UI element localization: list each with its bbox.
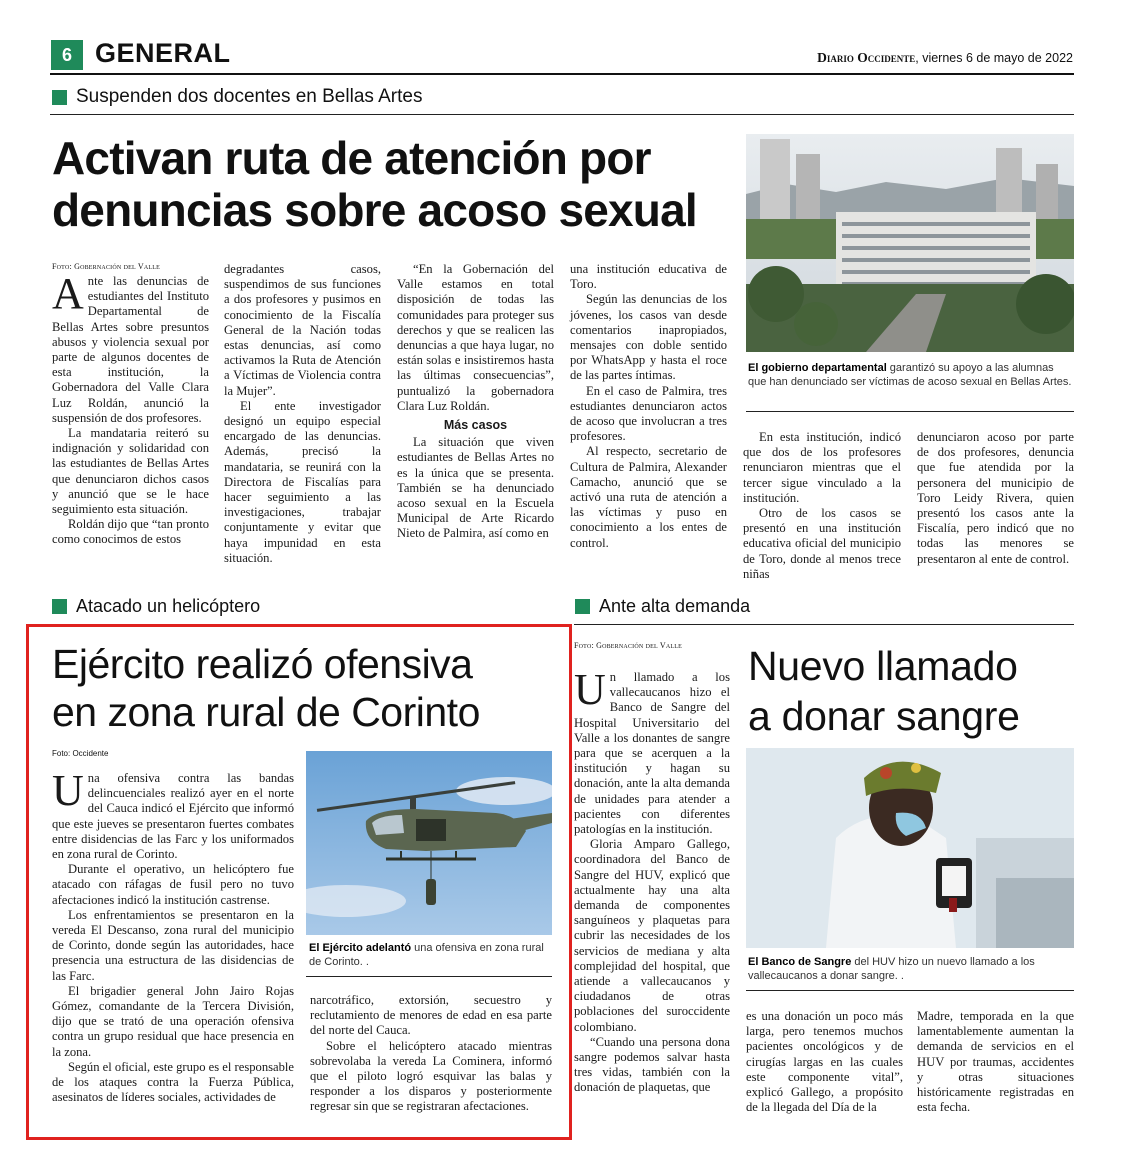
article3-kicker <box>575 596 750 617</box>
article2-photo-caption <box>309 941 553 969</box>
article1-col1-p1: nte las denuncias de estudiantes del Instituto Departamental de Bellas Artes sobre presuntos abusos y violencia sexual por parte de algunos docentes de esta institución, la Gobernadora del Valle Clara Luz Roldán, anunció la suspensión de dos profesores. <box>52 274 209 425</box>
article1-top-rule <box>50 114 1074 115</box>
article2-col1-p4: El brigadier general John Jairo Rojas Gómez, comandante de la Tercera División, dijo que se trató de una operación ofensiva contra un grupo residual que hace presencia en la zona. <box>52 983 294 1059</box>
article3-column-3 <box>917 1009 1074 1115</box>
article1-col6-p1: denunciaron acoso por parte de dos profesores, denuncia que fue atendida por la personera del municipio de Toro Leidy Rivera, quien presentó los casos ante la Fiscalía, pero indicó que no todas las menores se presentaron al ente de control. <box>917 430 1074 566</box>
article2-caption-bold: El Ejército adelantó <box>309 942 412 954</box>
article2-headline-line1: Ejército realizó ofensiva <box>52 641 473 687</box>
article2-headline-line2: en zona rural de Corinto <box>52 689 480 735</box>
article3-photo-credit: Foto: Gobernación del Valle <box>574 641 683 650</box>
article1-col1-p3: Roldán dijo que “tan pronto como conocimos de estos <box>52 517 209 547</box>
article1-col5-p1: En esta institución, indicó que dos de los profesores renunciaron mientras que el tercer sigue vinculado a la institución. <box>743 430 901 505</box>
article1-headline-line2: denuncias sobre acoso sexual <box>52 184 697 236</box>
article2-col1-p5: Según el oficial, este grupo es el responsable de los ataques contra la Fuerza Pública, asesinatos de líderes sociales, actividades de <box>52 1059 294 1105</box>
article3-dropcap: U <box>574 665 606 714</box>
article1-col4-p2: Según las denuncias de los jóvenes, los casos van desde comentarios inapropiados, mensajes con doble sentido por WhatsApp y hasta el roce de las partes íntimas. <box>570 292 727 383</box>
article1-col5-p2: Otro de los casos se presentó en una institución educativa oficial del municipio de Toro, donde al menos trece niñas <box>743 506 901 581</box>
article3-caption-rule <box>746 990 1074 991</box>
article2-col1-p1: na ofensiva contra las bandas delincuenciales realizó ayer en el norte del Cauca indicó el Ejército que informó que este jueves se presentaron fuertes combates entre disidencias de las Farc y los uniformados en zona rural de Corinto. <box>52 771 294 862</box>
article3-column-1 <box>574 665 730 1096</box>
article1-col2-p2: El ente investigador designó un equipo especial encargado de las denuncias. Además, precisó la mandataria, se reunirá con la Directora de Fiscalías para hacer seguimiento a las investigaciones, trabajar conjuntamente y evitar que haya impunidad en esta situación. <box>224 398 381 565</box>
building-photo-illustration <box>746 134 1074 352</box>
article1-column-2 <box>224 262 381 566</box>
article1-col2-p1: degradantes casos, suspendimos de sus funciones a dos profesores y pusimos en conocimiento de la Fiscalía General de la Nación todas estas denuncias, así como activamos la Ruta de Atención a Víctimas de Violencia contra la Mujer”. <box>224 262 381 398</box>
article3-column-2 <box>746 1009 903 1115</box>
article1-column-1 <box>52 269 209 548</box>
article1-col3-p1: “En la Gobernación del Valle estamos en total disposición de todas las comunidades para proteger sus derechos y que se realicen las denuncias a que haya lugar, no están solas e insistiremos hasta las últimas consecuencias”, puntualizó la gobernadora Clara Luz Roldán. <box>397 262 554 413</box>
issue-date: , viernes 6 de mayo de 2022 <box>915 51 1073 65</box>
article3-photo-blood-bank <box>746 748 1074 948</box>
article1-column-6 <box>917 430 1074 567</box>
article3-caption-text: del HUV hizo un nuevo llamado a los vallecaucanos a donar sangre. . <box>748 956 1035 982</box>
article1-kicker <box>52 86 422 108</box>
article2-column-1 <box>52 766 294 1105</box>
article2-col1-p3: Los enfrentamientos se presentaron en la vereda El Descanso, zona rural del municipio de Corinto, donde según las autoridades, hace presencia una estructura de las disidencias de las Farc. <box>52 907 294 983</box>
article1-caption-rule <box>746 411 1074 412</box>
article1-photo-credit: Foto: Gobernación del Valle <box>52 262 161 271</box>
article3-col1-p3: “Cuando una persona dona sangre podemos salvar hasta tres vidas, también con la donación de plaquetas, que <box>574 1034 730 1095</box>
article3-col1-p2: Gloria Amparo Gallego, coordinadora del Banco de Sangre del HUV, explicó que actualmente hay una alta demanda de componentes sanguíneos y plaquetas para cubrir las necesidades de los servicios de mediana y alta complejidad del hospital, que atiende a vallecaucanos y ciudadanos de otras poblaciones del suroccidente colombiano. <box>574 837 730 1034</box>
article3-col1-p1: n llamado a los vallecaucanos hizo el Banco de Sangre del Hospital Universitario del Valle a los donantes de sangre para que se acerquen a la institución y hagan su donación, ante la alta demanda de unidades para atender a pacientes con diferentes patologías en la institución. <box>574 670 730 837</box>
article3-headline-line1: Nuevo llamado <box>748 643 1018 689</box>
article1-column-3 <box>397 262 554 542</box>
article1-column-4 <box>570 262 727 551</box>
helicopter-photo-illustration <box>306 751 552 935</box>
article3-caption-bold: El Banco de Sangre <box>748 956 852 968</box>
article3-col3-p1: Madre, temporada en la que lamentablemente aumentan la demanda de servicios en el HUV por traumas, accidentes y otras situaciones históricamente registradas en esta fecha. <box>917 1009 1074 1115</box>
article1-col4-p4: Al respecto, secretario de Cultura de Palmira, Alexander Camacho, anunció que se activó una ruta de atención a las víctimas y puso en conocimiento a los entes de control. <box>570 444 727 550</box>
article1-col4-p3: En el caso de Palmira, tres estudiantes denunciaron actos de acoso que involucran a tres profesores. <box>570 383 727 444</box>
article1-subhead: Más casos <box>443 418 508 433</box>
article1-dropcap: A <box>52 269 84 318</box>
article1-caption-text: garantizó su apoyo a las alumnas que han denunciado ser víctimas de acoso sexual en Bellas Artes. <box>748 362 1072 388</box>
header-rule <box>50 73 1074 75</box>
article2-col1-p2: Durante el operativo, un helicóptero fue atacado con ráfagas de fusil pero no tuvo afectaciones indicó la institución castrense. <box>52 862 294 907</box>
page-number: 6 <box>61 44 72 65</box>
article1-kicker-text: Suspenden dos docentes en Bellas Artes <box>76 86 423 107</box>
article3-kicker-text: Ante alta demanda <box>599 596 751 616</box>
article1-col3-p2: La situación que viven estudiantes de Bellas Artes no es la única que se presenta. También se ha denunciado acoso sexual en la Escuela Municipal de Arte Ricardo Nieto de Palmira, así como en <box>397 435 554 541</box>
kicker-square-icon <box>575 599 590 614</box>
blood-bank-photo-illustration <box>746 748 1074 948</box>
article2-kicker-text: Atacado un helicóptero <box>76 596 261 616</box>
article1-photo-building <box>746 134 1074 352</box>
article3-top-rule <box>574 624 1074 625</box>
article1-headline-line1: Activan ruta de atención por <box>52 132 651 184</box>
article2-column-2 <box>310 993 552 1115</box>
article1-col4-p1: una institución educativa de Toro. <box>570 262 727 292</box>
article2-caption-rule <box>306 976 552 977</box>
article2-dropcap: U <box>52 766 84 815</box>
page-number-badge <box>51 40 83 70</box>
article2-photo-helicopter <box>306 751 552 935</box>
article1-photo-caption <box>748 361 1074 389</box>
kicker-square-icon <box>52 90 67 105</box>
article3-photo-caption <box>748 955 1074 983</box>
article2-col2-p2: Sobre el helicóptero atacado mientras sobrevolaba la vereda La Cominera, informó que el piloto logró esquivar las balas y responder a los disparos y posteriormente regresar sin que se registraran afectaciones. <box>310 1038 552 1114</box>
paper-name: Diario Occidente <box>817 50 916 65</box>
article3-col2-p1: es una donación un poco más larga, pero tenemos muchos pacientes oncológicos y de cirugías largas en las cuales este componente vital”, explicó Gallego, a propósito de la llegada del Día de la <box>746 1009 903 1115</box>
article2-headline <box>52 640 557 736</box>
article1-column-5 <box>743 430 901 582</box>
article1-headline <box>52 132 742 236</box>
section-title: GENERAL <box>95 38 231 68</box>
article3-headline <box>748 641 1074 741</box>
article1-col1-p2: La mandataria reiteró su indignación y solidaridad con las estudiantes de Bellas Artes que denunciaron dichos casos y anunció que se le hace seguimiento esta situación. <box>52 426 209 517</box>
article2-caption-text: una ofensiva en zona rural de Corinto. . <box>309 942 544 968</box>
article2-col2-p1: narcotráfico, extorsión, secuestro y reclutamiento de menores de edad en esa parte del norte del Cauca. <box>310 993 552 1038</box>
article2-photo-credit: Foto: Occidente <box>52 749 109 758</box>
article2-kicker <box>52 596 260 617</box>
article3-headline-line2: a donar sangre <box>748 693 1020 739</box>
article1-caption-bold: El gobierno departamental <box>748 362 887 374</box>
masthead-date <box>817 50 1073 66</box>
kicker-square-icon <box>52 599 67 614</box>
